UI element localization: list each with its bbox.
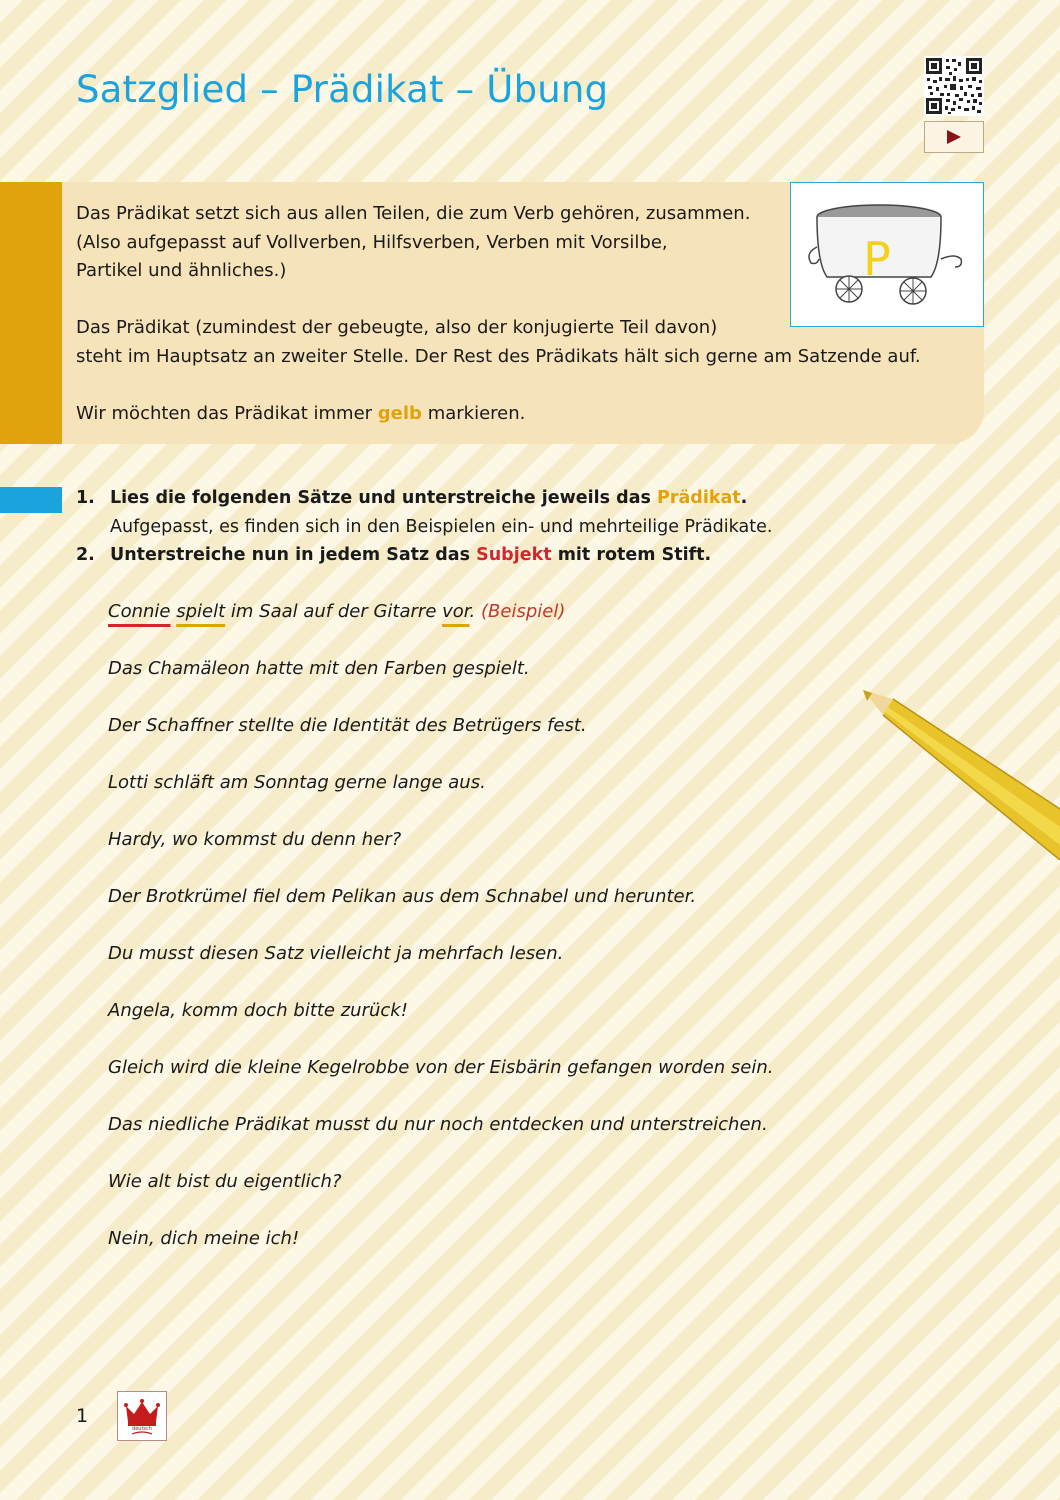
info-line: Das Prädikat (zumindest der gebeugte, also der konjugierte Teil davon): [76, 317, 718, 338]
exercise-sentence: Angela, komm doch bitte zurück!: [108, 1000, 408, 1021]
exercise-sentence: Der Brotkrümel fiel dem Pelikan aus dem Schnabel und herunter.: [108, 886, 697, 907]
example-note: (Beispiel): [481, 601, 566, 622]
info-line: Das Prädikat setzt sich aus allen Teilen, die zum Verb gehören, zusammen.: [76, 203, 751, 224]
example-verb: spielt: [176, 601, 226, 622]
qr-code-icon[interactable]: [924, 56, 984, 116]
pencil-illustration: [855, 685, 1060, 860]
task-text: Lies die folgenden Sätze und unterstreiche jeweils das: [110, 488, 651, 508]
logo-text: deutsch: [132, 1426, 152, 1432]
info-accent-bar: [0, 182, 62, 444]
task-number: 1.: [76, 488, 95, 508]
exercise-sentence: Hardy, wo kommst du denn her?: [108, 829, 402, 850]
exercise-sentence: Wie alt bist du eigentlich?: [108, 1171, 342, 1192]
page-title: Satzglied – Prädikat – Übung: [76, 68, 609, 111]
task-text: .: [740, 488, 748, 508]
task-number: 2.: [76, 545, 95, 565]
predicate-cart-illustration: [790, 182, 984, 327]
exercise-sentence: Du musst diesen Satz vielleicht ja mehrfach lesen.: [108, 943, 564, 964]
exercise-sentence: Nein, dich meine ich!: [108, 1228, 300, 1249]
subjekt-highlight: Subjekt: [476, 545, 552, 565]
gelb-highlight: gelb: [377, 402, 422, 424]
info-line: (Also aufgepasst auf Vollverben, Hilfsverben, Verben mit Vorsilbe,: [76, 231, 668, 253]
task-item: [76, 484, 976, 541]
example-end: .: [469, 601, 476, 622]
info-line: steht im Hauptsatz an zweiter Stelle. Der Rest des Prädikats hält sich gerne am Satzende auf.: [76, 345, 921, 367]
exercise-sentence: Gleich wird die kleine Kegelrobbe von der Eisbärin gefangen worden sein.: [108, 1057, 774, 1078]
example-sentence: [108, 598, 908, 655]
task-subtext: Aufgepasst, es finden sich in den Beispielen ein- und mehrteilige Prädikate.: [110, 516, 773, 537]
task-text: Unterstreiche nun in jedem Satz das: [110, 545, 471, 565]
example-middle: im Saal auf der Gitarre: [230, 601, 437, 622]
praedikat-highlight: Prädikat: [657, 488, 741, 508]
exercise-sentence: Das niedliche Prädikat musst du nur noch entdecken und unterstreichen.: [108, 1114, 768, 1135]
play-button[interactable]: [924, 121, 984, 153]
exercise-sentence: Das Chamäleon hatte mit den Farben gespielt.: [108, 658, 530, 679]
exercise-sentence: Lotti schläft am Sonntag gerne lange aus.: [108, 772, 486, 793]
play-icon: [945, 129, 963, 145]
task-list: [76, 484, 976, 570]
cart-letter: P: [863, 232, 891, 286]
example-particle: vor: [442, 601, 470, 622]
info-text-segment: Wir möchten das Prädikat immer: [76, 402, 373, 424]
example-subject: Connie: [108, 601, 171, 622]
task-text: mit rotem Stift.: [557, 545, 712, 565]
task-item: [76, 541, 976, 570]
task-marker: [0, 487, 62, 513]
exercise-sentence: Der Schaffner stellte die Identität des Betrügers fest.: [108, 715, 587, 736]
sentence-list: [108, 598, 908, 1282]
info-line-highlight: [76, 400, 956, 429]
info-line: Partikel und ähnliches.): [76, 260, 287, 281]
info-text-segment: markieren.: [427, 402, 526, 424]
page-number: 1: [76, 1405, 89, 1427]
crown-logo-icon: [117, 1391, 167, 1441]
